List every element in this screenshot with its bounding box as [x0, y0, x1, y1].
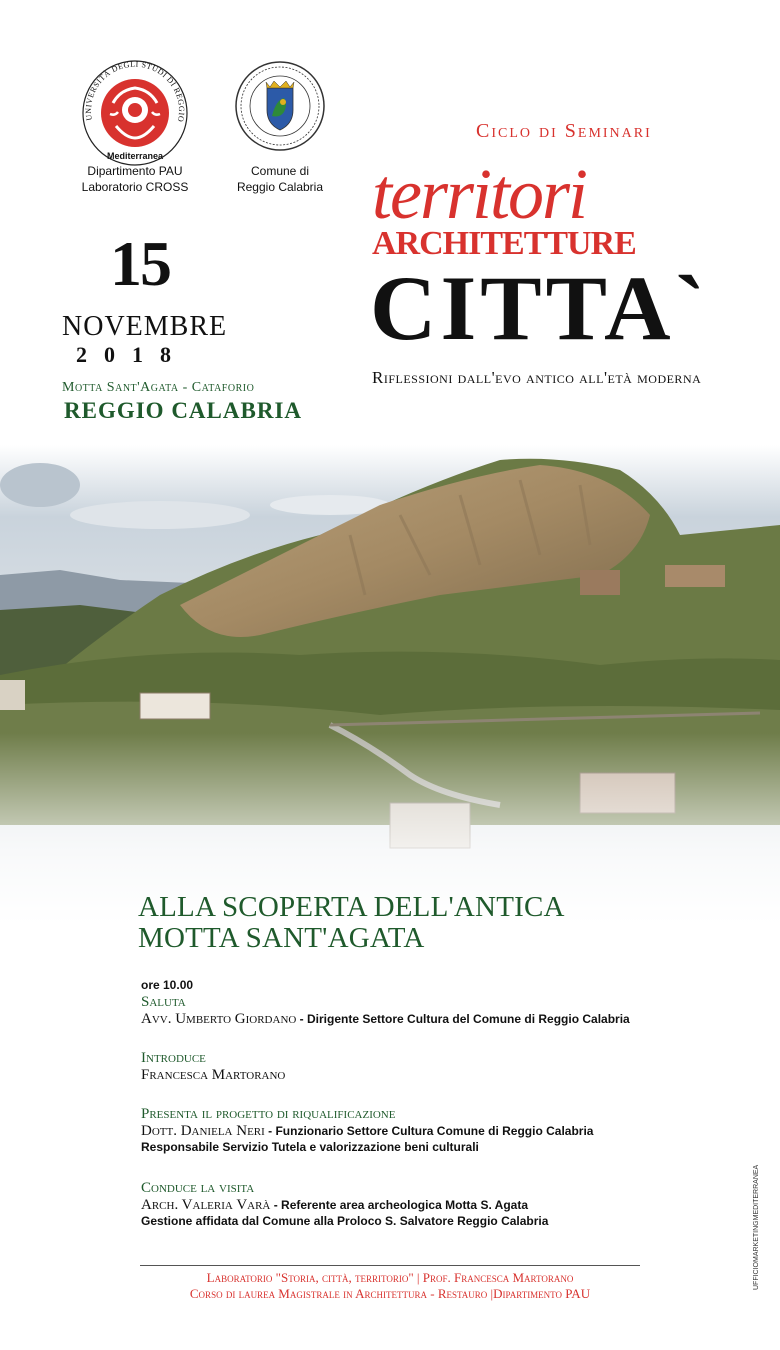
footer-divider — [140, 1265, 640, 1266]
university-ring-text-container — [80, 58, 190, 168]
svg-text:UNIVERSITÀ DEGLI STUDI DI REGG — [80, 58, 186, 123]
program-person: Dott. Daniela Neri — [141, 1123, 265, 1139]
university-name: Mediterranea — [106, 151, 164, 161]
vertical-credit — [748, 1160, 762, 1290]
program-person-description: - Referente area archeologica Motta S. Agata — [270, 1198, 529, 1212]
program-section-introduce — [141, 1050, 285, 1084]
event-year: 2018 — [76, 342, 188, 367]
footer-line2: Corso di laurea Magistrale in Architettura - Restauro |Dipartimento PAU — [189, 1286, 591, 1301]
event-city: REGGIO CALABRIA — [64, 398, 303, 423]
department-line1: Dipartimento PAU — [87, 164, 183, 178]
program-section-saluta — [141, 994, 630, 1028]
comune-seal-logo — [234, 60, 326, 152]
event-day: 15 — [110, 228, 170, 299]
program-person-description: - Dirigente Settore Cultura del Comune di Reggio Calabria — [296, 1012, 630, 1026]
program-role: Presenta il progetto di riqualificazione — [141, 1106, 396, 1122]
program-role: Introduce — [141, 1050, 206, 1066]
program-person-extra: Responsabile Servizio Tutela e valorizzazione beni culturali — [141, 1140, 479, 1154]
event-month: NOVEMBRE — [62, 311, 228, 342]
program-person: Avv. Umberto Giordano — [141, 1011, 297, 1027]
footer-line1: Laboratorio "Storia, città, territorio" | Prof. Francesca Martorano — [206, 1270, 574, 1285]
program-person-extra: Gestione affidata dal Comune alla Proloco S. Salvatore Reggio Calabria — [141, 1214, 549, 1228]
event-title-line2: MOTTA SANT'AGATA — [138, 922, 425, 954]
title-territori: territori — [372, 154, 587, 234]
landscape-photo — [0, 445, 780, 925]
title-citta: CITTA` — [370, 257, 710, 359]
comune-line2: Reggio Calabria — [236, 180, 324, 194]
department-caption — [70, 163, 200, 195]
event-title-line1: ALLA SCOPERTA DELL'ANTICA — [138, 891, 565, 923]
event-title — [138, 892, 565, 954]
program-role: Conduce la visita — [141, 1180, 255, 1196]
program-person: Arch. Valeria Varà — [141, 1197, 271, 1213]
program-person-description: - Funzionario Settore Cultura Comune di Reggio Calabria — [264, 1124, 594, 1138]
title-architetture: ARCHITETTURE — [372, 225, 636, 262]
program-section-conduce — [141, 1180, 548, 1228]
series-label: Ciclo di Seminari — [476, 120, 652, 142]
program-person: Francesca Martorano — [141, 1067, 286, 1083]
department-line2: Laboratorio CROSS — [81, 180, 189, 194]
event-location-detail: Motta Sant'Agata - Cataforio — [62, 380, 255, 395]
comune-caption — [220, 163, 340, 195]
title-subtitle: Riflessioni dall'evo antico all'età moderna — [372, 368, 702, 387]
vertical-credit-text: UFFICIOMARKETINGMEDITERRANEA — [753, 1164, 760, 1290]
university-ring-text: UNIVERSITÀ DEGLI STUDI DI REGGIO — [83, 59, 187, 123]
program-role: Saluta — [141, 994, 186, 1010]
event-time: ore 10.00 — [141, 978, 194, 992]
program-section-presenta — [141, 1106, 593, 1154]
comune-line1: Comune di — [250, 164, 310, 178]
